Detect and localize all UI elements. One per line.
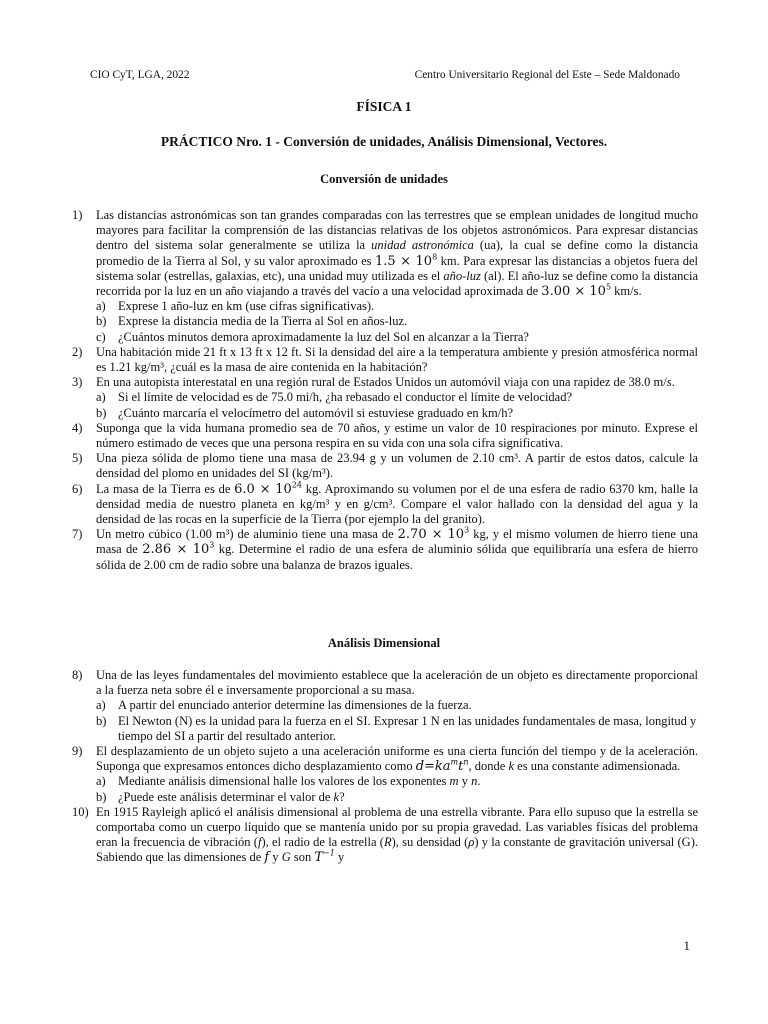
header-left: CIO CyT, LGA, 2022 [90,69,190,81]
problem-8: 8) Una de las leyes fundamentales del movimiento establece que la aceleración de un objeto es directamente proporcional a la fuerza neta sobre él e inversamente proporcional a su masa. [72,668,698,698]
problem-3: 3) En una autopista interestatal en una región rural de Estados Unidos un automóvil viaja con una rapidez de 38.0 m/s. [72,375,675,390]
math-expression: $3.00 \times 10^5$ [541,282,612,300]
problem-number: 7) [72,527,83,542]
problem-9-part-b: b) ¿Puede este análisis determinar el valor de k? [96,789,345,804]
problem-number: 8) [72,668,83,682]
problem-3-part-a: a) Si el límite de velocidad es de 75.0 mi/h, ¿ha rebasado el conductor el límite de velocidad? [96,390,573,405]
problem-4: 4) Suponga que la vida humana promedio sea de 70 años, y estime un valor de 10 respiraciones por minuto. Exprese el número estimado de veces que una persona respira en su vida con una sola cifra significativa. [72,420,698,451]
problem-3-part-b: b) ¿Cuánto marcaría el velocímetro del automóvil si estuviese graduado en km/h? [96,405,514,420]
dimensional-problems [72,668,698,866]
header-right: Centro Universitario Regional del Este – Sede Maldonado [414,69,680,81]
section-heading-conversion: Conversión de unidades [320,172,448,186]
problem-1: 1) Las distancias astronómicas son tan grandes comparadas con las terrestres que se emplean unidades de longitud mucho mayores para facilitar la comprensión de las distancias relativas de los objetos astronómicos. Para expresar distancias dentro del sistema solar generalmente se utiliza la unidad astronómica (ua), la cual se define como la distancia promedio de la Tierra al Sol, y su valor aproximado es $1.5 \times 10^8$ km. Para expresar las distancias a objetos fuera del sistema solar (estrellas, galaxias, etc), una unidad muy utilizada es el año-luz (al). El año-luz se define como la distancia recorrida por la luz en un año viajando a través del vacío a una velocidad aproximada de $3.00 \times 10^5$ km/s. [72,208,699,300]
problem-number: 3) [72,375,83,390]
problem-2: 2) Una habitación mide 21 ft x 13 ft x 12 ft. Si la densidad del aire a la temperatura ambiente y presión atmosférica normal es 1.21 kg/m³, ¿cuál es la masa de aire contenida en la habitación? [72,344,698,375]
page-number: 1 [683,938,690,953]
math-expression: $T^{-1}$ [314,849,335,866]
conversion-problems [72,208,698,573]
problem-1-part-b: b) Exprese la distancia media de la Tierra al Sol en años-luz. [96,314,408,329]
problem-7: 7) Un metro cúbico (1.00 m³) de aluminio tiene una masa de $2.70 \times 10^3$ kg, y el mismo volumen de hierro tiene una masa de $2.86 \times 10^3$ kg. Determine el radio de una esfera de aluminio sólida que equilibraría una esfera de hierro sólida de 2.00 cm de radio sobre una balanza de brazos iguales. [72,525,698,572]
problem-10: 10) En 1915 Rayleigh aplicó el análisis dimensional al problema de una estrella vibrante. Para ello supuso que la estrella se comportaba como un cuerpo líquido que se mantenía unido por su propia gravedad. Las variables físicas del problema eran la frecuencia de vibración (f), el radio de la estrella (R), su densidad (ρ) y la constante de gravitación universal (G). Sabiendo que las dimensiones de f y G son $T^{-1}$ y [72,804,698,866]
problem-number: 2) [72,344,83,359]
problem-number: 5) [72,451,83,466]
math-expression: $6.0 \times 10^{24}$ [234,480,302,497]
problem-number: 1) [72,208,83,222]
problem-1-part-c: c) ¿Cuántos minutos demora aproximadamente la luz del Sol en alcanzar a la Tierra? [96,329,529,344]
math-expression: $2.86 \times 10^3$ [142,541,215,558]
problem-number: 10) [72,804,89,819]
problem-1-part-a: a) Exprese 1 año-luz en km (use cifras significativas). [96,299,375,314]
document-subtitle: PRÁCTICO Nro. 1 - Conversión de unidades, Análisis Dimensional, Vectores. [160,134,608,149]
math-expression: $2.70 \times 10^3$ [397,525,470,543]
problem-8-part-a: a) A partir del enunciado anterior determine las dimensiones de la fuerza. [96,698,472,713]
page-header [90,69,680,81]
document-title: FÍSICA 1 [356,99,412,114]
problem-number: 9) [72,744,83,759]
section-heading-analisis: Análisis Dimensional [327,636,441,650]
problem-5: 5) Una pieza sólida de plomo tiene una masa de 23.94 g y un volumen de 2.10 cm³. A partir de estos datos, calcule la densidad del plomo en unidades del SI (kg/m³). [72,451,698,481]
problem-9: 9) El desplazamiento de un objeto sujeto a una aceleración uniforme es una cierta función del tiempo y de la aceleración. Suponga que expresamos entonces dicho desplazamiento como $d=ka^mt^n$, donde k es una constante adimensionada. [72,744,698,775]
problem-9-part-a: a) Mediante análisis dimensional halle los valores de los exponentes m y n. [96,774,481,789]
problem-8-part-b: b) El Newton (N) es la unidad para la fuerza en el SI. Expresar 1 N en las unidades fundamentales de masa, longitud y tiempo del SI a partir del resultado anterior. [96,713,697,743]
problem-6: 6) La masa de la Tierra es de $6.0 \times 10^{24}$ kg. Aproximando su volumen por el de una esfera de radio 6370 km, halle la densidad media de nuestro planeta en kg/m³ y en g/cm³. Compare el valor hallado con la densidad del agua y la densidad de las rocas en la superficie de la Tierra (por ejemplo la del granito). [72,480,699,527]
problem-number: 4) [72,420,83,435]
problem-number: 6) [72,481,83,496]
equation-displacement: $d=ka^mt^n$ [415,757,469,775]
math-expression: $1.5 \times 10^8$ [374,252,438,269]
